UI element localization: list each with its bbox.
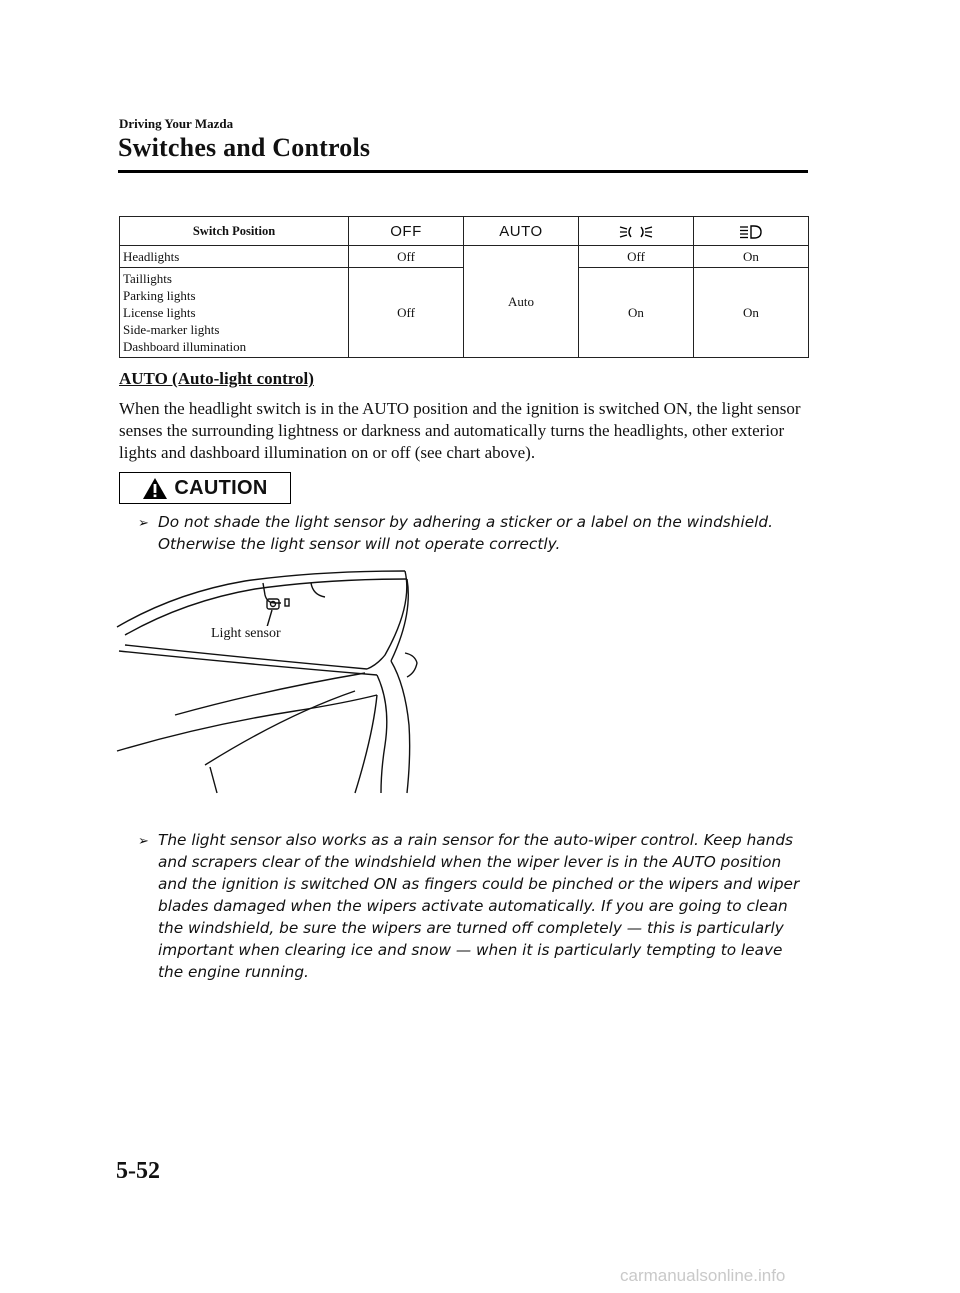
row-label-line: Side-marker lights — [123, 322, 220, 337]
cell-headlights-parking: Off — [579, 246, 694, 268]
column-header-switch-position: Switch Position — [120, 217, 349, 246]
row-label-headlights: Headlights — [120, 246, 349, 268]
warning-triangle-icon — [142, 477, 168, 500]
cell-headlights-headlight: On — [694, 246, 809, 268]
column-header-off: OFF — [349, 217, 464, 246]
auto-section-heading: AUTO (Auto-light control) — [119, 369, 314, 388]
row-label-line: License lights — [123, 305, 196, 320]
column-header-parking-lights — [579, 217, 694, 246]
page-number: 5-52 — [116, 1158, 160, 1184]
cell-headlights-off: Off — [349, 246, 464, 268]
watermark: carmanualsonline.info — [620, 1266, 786, 1285]
section-label: Driving Your Mazda — [119, 116, 234, 131]
title-rule — [118, 170, 808, 173]
table-header-row — [120, 217, 809, 246]
row-label-line: Taillights — [123, 271, 172, 286]
row-label-line: Parking lights — [123, 288, 196, 303]
light-sensor-illustration — [115, 565, 420, 795]
auto-section-paragraph: When the headlight switch is in the AUTO position and the ignition is switched ON, the light sensor senses the surrounding lightness or darkness and automatically turns the headlights, other exterior lights and dashboard illumination on or off (see chart above). — [119, 399, 801, 462]
row-label-taillights-group — [120, 268, 349, 358]
table-row-headlights — [120, 246, 809, 268]
column-header-headlight — [694, 217, 809, 246]
caution-bullet-text: The light sensor also works as a rain sensor for the auto-wiper control. Keep hands and scrapers clear of the windshield when the wiper lever is in the AUTO position and the ignition is switched ON as fingers could be pinched or the wipers and wiper blades damaged when the wipers activate automatically. If you are going to clean the windshield, be sure the wipers are turned off completely — this is particularly important when clearing ice and snow — when it is particularly tempting to leave the engine running. — [158, 831, 800, 981]
column-header-auto: AUTO — [464, 217, 579, 246]
caution-bullet — [138, 511, 808, 555]
cell-taillights-parking: On — [579, 268, 694, 358]
caution-bullet — [138, 829, 808, 983]
parking-lights-icon — [619, 224, 653, 240]
caution-label: CAUTION — [174, 476, 268, 499]
arrow-bullet-icon: ➢ — [138, 834, 149, 849]
caution-bullet-text: Do not shade the light sensor by adhering a sticker or a label on the windshield. Otherwise the light sensor will not operate correctly. — [158, 513, 773, 553]
caution-box — [119, 472, 291, 504]
cell-auto: Auto — [464, 246, 579, 358]
cell-taillights-off: Off — [349, 268, 464, 358]
page-title: Switches and Controls — [118, 133, 371, 162]
switch-position-table — [119, 216, 809, 358]
arrow-bullet-icon: ➢ — [138, 516, 149, 531]
light-sensor-label: Light sensor — [211, 626, 281, 641]
headlight-icon — [739, 224, 763, 240]
cell-taillights-headlight: On — [694, 268, 809, 358]
row-label-line: Dashboard illumination — [123, 339, 247, 354]
